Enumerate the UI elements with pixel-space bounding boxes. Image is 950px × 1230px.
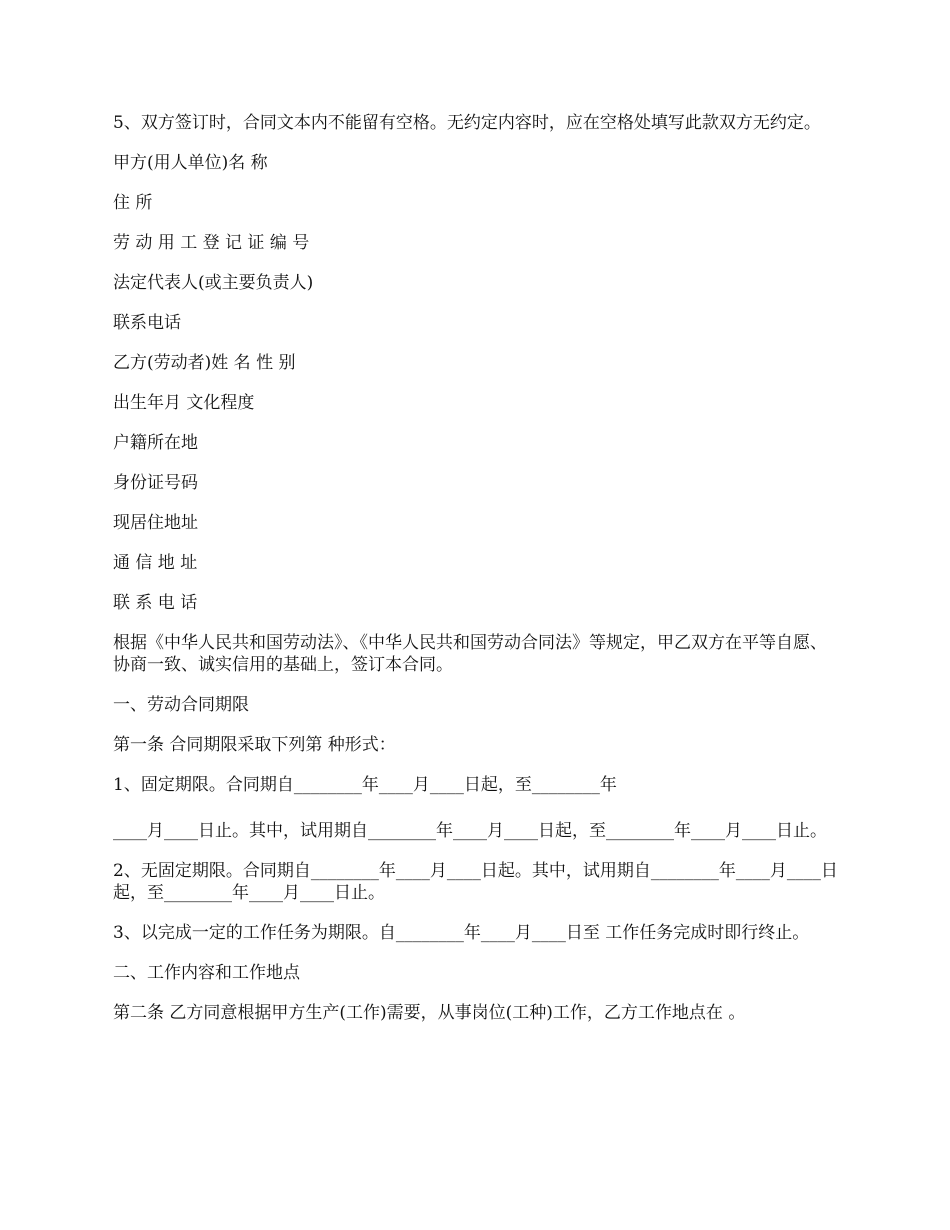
article-2: 第二条 乙方同意根据甲方生产(工作)需要，从事岗位(工种)工作，乙方工作地点在 。	[113, 1003, 746, 1023]
birth-education-field: 出生年月 文化程度	[113, 393, 255, 413]
term-option-fixed-probation: ____月____日止。其中，试用期自________年____月____日起，至________年____月____日止。	[113, 821, 827, 841]
legal-representative-field: 法定代表人(或主要负责人)	[113, 273, 314, 293]
section-heading-work-content: 二、工作内容和工作地点	[113, 963, 300, 983]
party-a-name-field: 甲方(用人单位)名 称	[113, 153, 268, 173]
mailing-address-field: 通 信 地 址	[113, 553, 198, 573]
party-b-phone-field: 联 系 电 话	[113, 593, 198, 613]
section-heading-contract-term: 一、劳动合同期限	[113, 695, 249, 715]
clause-5-note: 5、双方签订时，合同文本内不能留有空格。无约定内容时，应在空格处填写此款双方无约定。	[113, 113, 821, 133]
preamble-paragraph: 根据《中华人民共和国劳动法》、《中华人民共和国劳动合同法》等规定，甲乙双方在平等自愿、协商一致、诚实信用的基础上，签订本合同。	[113, 633, 827, 675]
term-option-open-ended: 2、无固定期限。合同期自________年____月____日起。其中，试用期自________年____月____日起，至________年____月____日止。	[113, 861, 838, 903]
article-1: 第一条 合同期限采取下列第 种形式：	[113, 735, 396, 755]
labor-registration-number-field: 劳 动 用 工 登 记 证 编 号	[113, 233, 310, 253]
party-a-address-field: 住 所	[113, 193, 153, 213]
party-a-phone-field: 联系电话	[113, 313, 181, 333]
household-registration-field: 户籍所在地	[113, 433, 198, 453]
current-address-field: 现居住地址	[113, 513, 198, 533]
term-option-task-based: 3、以完成一定的工作任务为期限。自________年____月____日至 工作任务完成时即行终止。	[113, 923, 810, 943]
id-number-field: 身份证号码	[113, 473, 198, 493]
party-b-name-gender-field: 乙方(劳动者)姓 名 性 别	[113, 353, 296, 373]
term-option-fixed: 1、固定期限。合同期自________年____月____日起，至________年	[113, 775, 617, 795]
document-page	[113, 112, 843, 1042]
